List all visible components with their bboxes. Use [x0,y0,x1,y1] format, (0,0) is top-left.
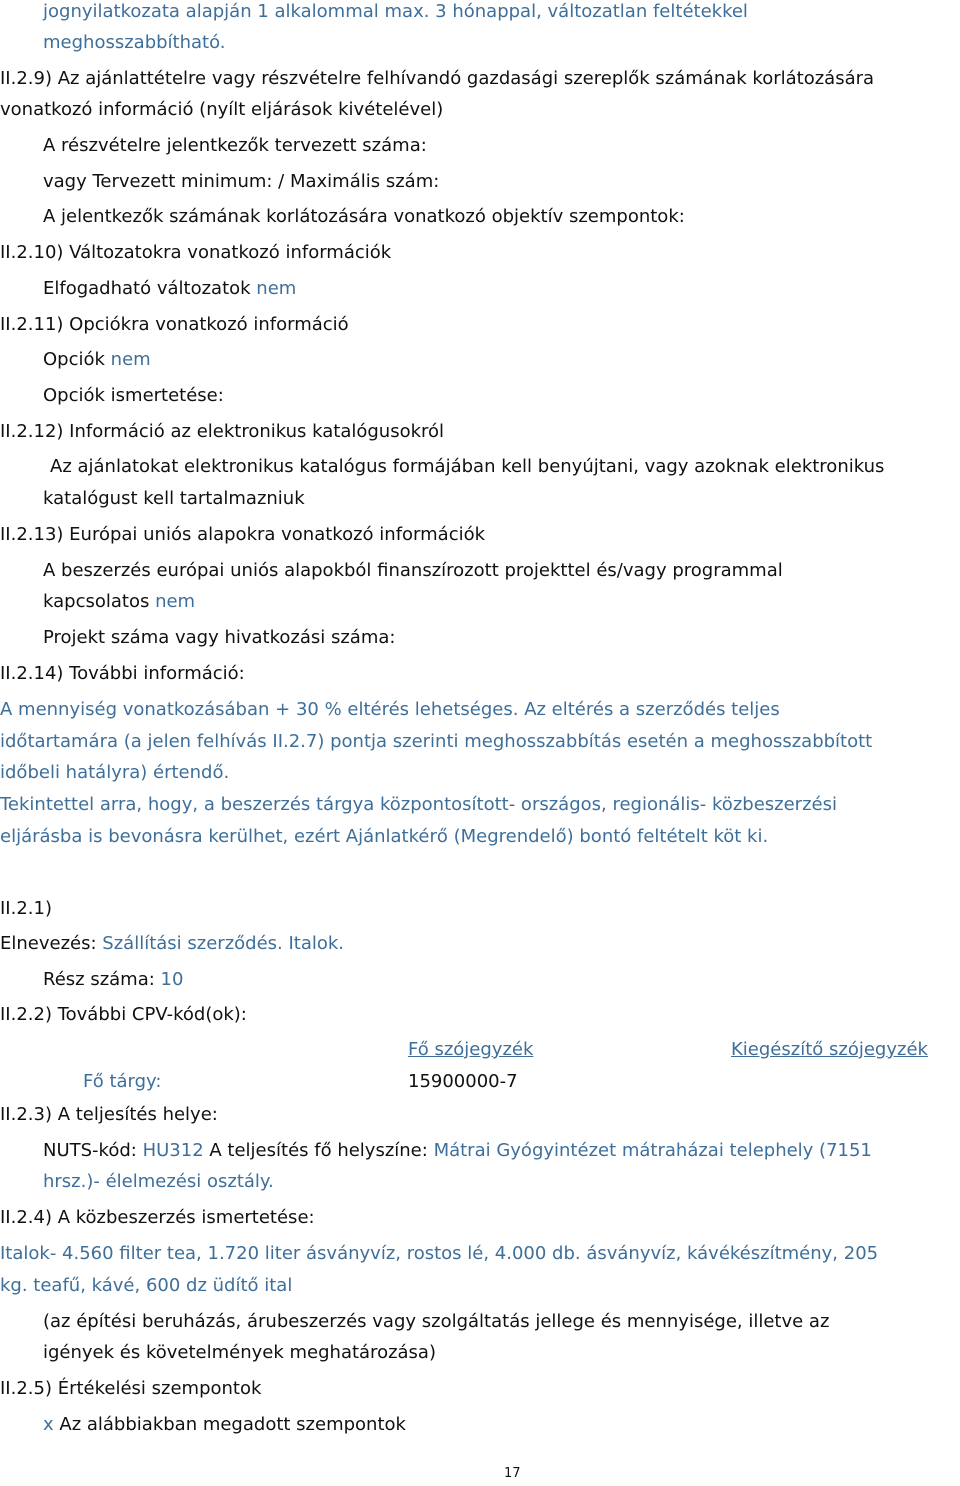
section-heading-2-2-12: II.2.12) Információ az elektronikus katalógusokról [0,421,445,442]
project-number-label: Projekt száma vagy hivatkozási száma: [43,627,396,648]
additional-info-1b: Az eltérés a szerződés teljes [524,699,780,720]
name-label: Elnevezés: [0,933,97,954]
nuts-value: HU312 [142,1140,204,1161]
section-heading-2-2-11: II.2.11) Opciókra vonatkozó információ [0,314,349,335]
section-heading-2-2-9: II.2.9) Az ajánlattételre vagy részvételre felhívandó gazdasági szereplők számának korlátozására [0,68,875,89]
additional-info-1a: A mennyiség vonatkozásában + 30 % eltérés lehetséges. [0,699,519,720]
procurement-note-1: (az építési beruházás, árubeszerzés vagy szolgáltatás jellege és mennyisége, illetve az [43,1311,830,1332]
additional-info-line-4: Tekintettel arra, hogy, a beszerzés tárgya központosított- országos, regionális- közbeszerzési [0,794,837,815]
procurement-description-2: kg. teafű, kávé, 600 dz üdítő ital [0,1275,293,1296]
additional-info-line-1 [0,698,780,722]
options-value: nem [110,349,151,370]
ecatalogue-text-2: katalógust kell tartalmazniuk [43,488,305,509]
criteria-label: A jelentkezők számának korlátozására vonatkozó objektív szempontok: [43,206,685,227]
section-heading-2-2-9-cont: vonatkozó információ (nyílt eljárások kivételével) [0,99,444,120]
cpv-main-object-label: Fő tárgy: [83,1071,162,1092]
intro-line-2: meghosszabbítható. [43,32,226,53]
variants-label: Elfogadható változatok [43,278,251,299]
section-heading-2-2-1: II.2.1) [0,898,52,919]
evaluation-checkmark: x [43,1414,54,1435]
additional-info-line-5: eljárásba is bevonásra kerülhet, ezért Ajánlatkérő (Megrendelő) bontó feltételt köt ki. [0,826,769,847]
main-site-value: Mátrai Gyógyintézet mátraházai telephely (7151 [433,1140,872,1161]
section-heading-2-2-3: II.2.3) A teljesítés helye: [0,1104,218,1125]
planned-count-label: A részvételre jelentkezők tervezett száma: [43,135,427,156]
min-max-label: vagy Tervezett minimum: / Maximális szám: [43,171,440,192]
additional-info-line-3: időbeli hatályra) értendő. [0,762,230,783]
additional-info-line-2: időtartamára (a jelen felhívás II.2.7) pontja szerinti meghosszabbítás esetén a meghosszabbított [0,731,873,752]
part-number-row [43,968,183,992]
part-number-label: Rész száma: [43,969,155,990]
section-heading-2-2-13: II.2.13) Európai uniós alapokra vonatkozó információk [0,524,486,545]
evaluation-option-label: Az alábbiakban megadott szempontok [59,1414,406,1435]
eu-funds-text-2: kapcsolatos [43,591,150,612]
ecatalogue-text-1: Az ajánlatokat elektronikus katalógus formájában kell benyújtani, vagy azoknak elektronikus [50,456,885,477]
options-description-label: Opciók ismertetése: [43,385,224,406]
name-row [0,932,344,956]
performance-place-row [43,1139,872,1163]
intro-line-1: jognyilatkozata alapján 1 alkalommal max. 3 hónappal, változatlan feltétekkel [43,1,748,22]
options-label: Opciók [43,349,105,370]
section-heading-2-2-5: II.2.5) Értékelési szempontok [0,1378,262,1399]
options-row [43,348,151,372]
part-number-value: 10 [160,969,184,990]
section-heading-2-2-14: II.2.14) További információ: [0,663,245,684]
eu-funds-value: nem [155,591,196,612]
main-site-value-cont: hrsz.)- élelmezési osztály. [43,1171,274,1192]
cpv-supplementary-vocabulary-header: Kiegészítő szójegyzék [731,1039,928,1060]
section-heading-2-2-2: II.2.2) További CPV-kód(ok): [0,1004,247,1025]
procurement-note-2: igények és követelmények meghatározása) [43,1342,436,1363]
main-site-label: A teljesítés fő helyszíne: [209,1140,428,1161]
section-heading-2-2-10: II.2.10) Változatokra vonatkozó információk [0,242,392,263]
variants-value: nem [256,278,297,299]
variants-row [43,277,296,301]
name-value: Szállítási szerződés. Italok. [102,933,345,954]
eu-funds-row [43,590,195,614]
nuts-label: NUTS-kód: [43,1140,137,1161]
page-number: 17 [504,1466,521,1481]
evaluation-option-row [43,1413,406,1437]
eu-funds-text-1: A beszerzés európai uniós alapokból finanszírozott projekttel és/vagy programmal [43,560,783,581]
cpv-main-object-code: 15900000-7 [408,1071,518,1092]
cpv-main-vocabulary-header: Fő szójegyzék [408,1039,534,1060]
procurement-description-1: Italok- 4.560 filter tea, 1.720 liter ásványvíz, rostos lé, 4.000 db. ásványvíz, kávékészítmény, 205 [0,1243,879,1264]
section-heading-2-2-4: II.2.4) A közbeszerzés ismertetése: [0,1207,315,1228]
